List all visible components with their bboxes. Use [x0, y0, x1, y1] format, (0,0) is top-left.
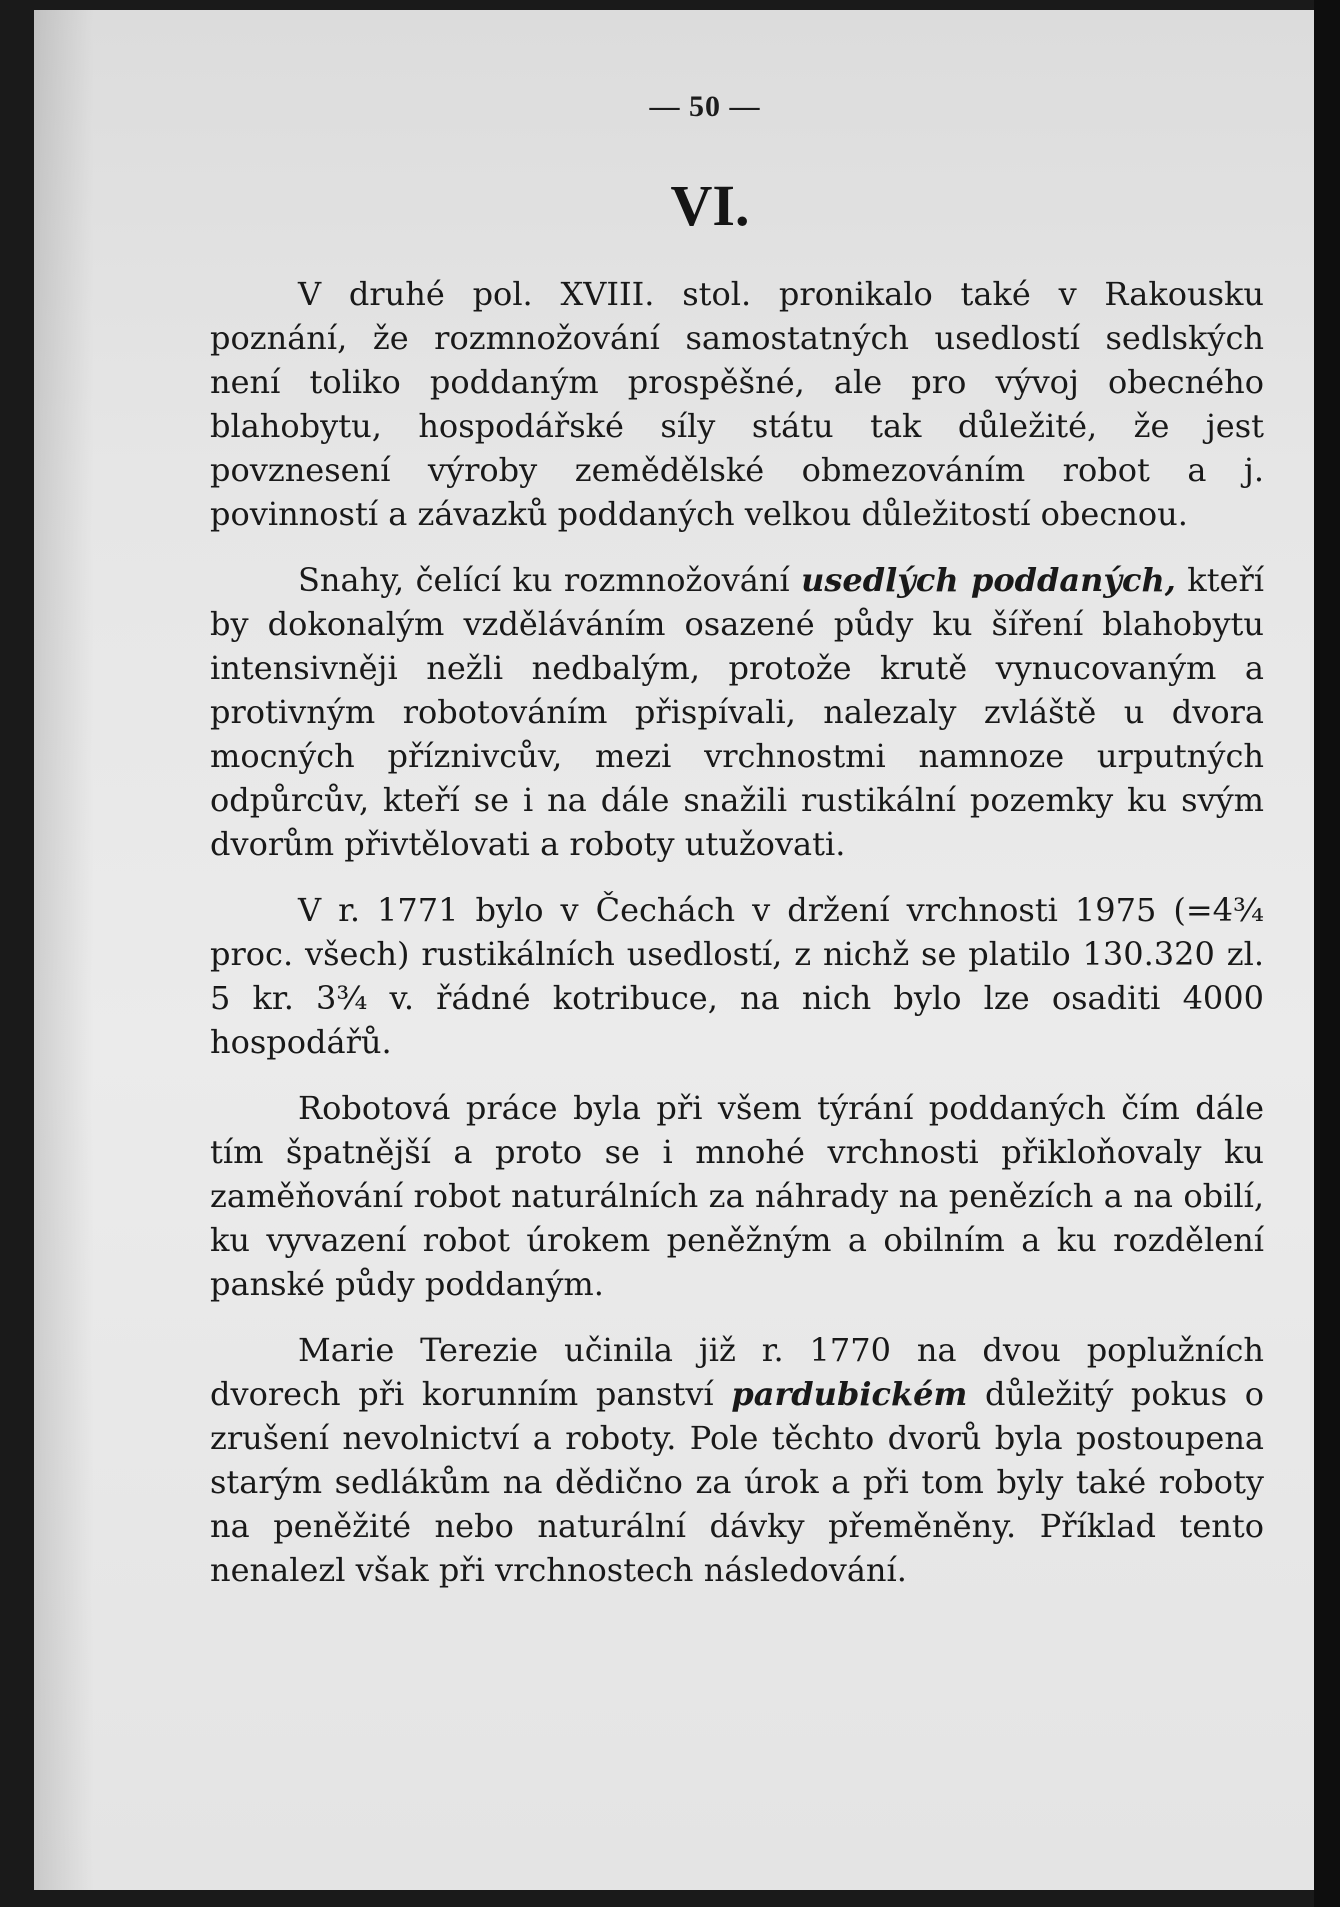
- paragraph-2-end: kteří by dokonalým vzděláváním osazené půdy ku šíření blahobytu intensivněji nežli nedbalým, protože krutě vynucovaným a protivným robotováním přispívali, nalezaly zvláště u dvora mocných příznivcův, mezi vrchnostmi namnoze urputných odpůrcův, kteří se i na dále snažili rustikální pozemky ku svým dvorům přivtělovati a roboty utužovati.: [210, 561, 1265, 863]
- chapter-title: VI.: [670, 173, 750, 238]
- paragraph-5-end: důležitý pokus o zrušení nevolnictví a roboty. Pole těchto dvorů byla postoupena starým sedlákům na dědično za úrok a při tom byly také roboty na peněžité nebo naturální dávky přeměněny. Příklad tento nenalezl však při vrchnostech následování.: [210, 1375, 1265, 1589]
- paragraph-1: V druhé pol. XVIII. stol. pronikalo také v Rakousku poznání, že rozmnožování samostatných usedlostí sedlských není toliko poddaným prospěšné, ale pro vývoj obecného blahobytu, hospodářské síly státu tak důležité, že jest povznesení výroby zemědělské obmezováním robot a j. povinností a závazků poddaných velkou důležitostí obecnou.: [210, 275, 1264, 533]
- paragraph-2-start: Snahy, čelící ku rozmnožování: [298, 561, 802, 599]
- paragraph-2-emphasis: usedlých poddaných,: [801, 561, 1176, 599]
- text-body: [210, 272, 1264, 1592]
- book-page: [34, 10, 1316, 1890]
- paragraph-4: Robotová práce byla při všem týrání poddaných čím dále tím špatnější a proto se i mnohé vrchnosti přikloňovaly ku zaměňování robot naturálních za náhrady na penězích a na obilí, ku vyvazení robot úrokem peněžným a obilním a ku rozdělení panské půdy poddaným.: [210, 1089, 1264, 1303]
- paragraph-2: [210, 558, 1264, 866]
- paragraph-5: [210, 1328, 1264, 1592]
- paragraph-3: V r. 1771 bylo v Čechách v držení vrchnosti 1975 (=4¾ proc. všech) rustikálních usedlostí, z nichž se platilo 130.320 zl. 5 kr. 3¾ v. řádné kotribuce, na nich bylo lze osaditi 4000 hospodářů.: [210, 891, 1264, 1061]
- scan-edge: [1314, 0, 1340, 1907]
- paragraph-5-emphasis: pardubickém: [731, 1375, 968, 1413]
- paragraph-5-start: Marie Terezie učinila již r. 1770 na dvou poplužních dvorech při korunním panství: [210, 1331, 1264, 1413]
- page-number: — 50 —: [649, 90, 761, 123]
